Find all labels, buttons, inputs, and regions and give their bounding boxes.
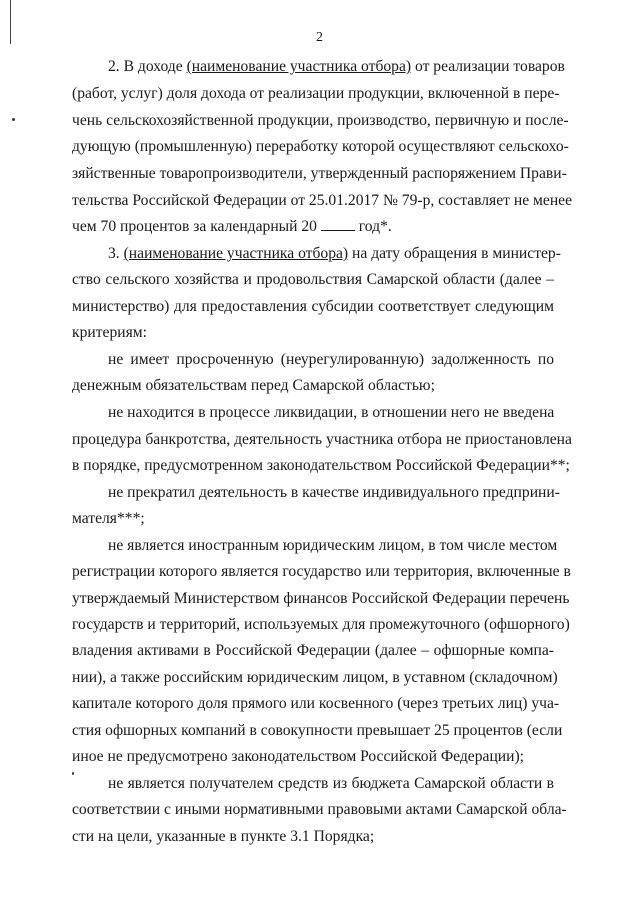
scan-dot <box>72 772 74 775</box>
text-line: министерство) для предоставления субсидии соответствует следующим <box>72 298 554 315</box>
text-line: сти на цели, указанные в пункте 3.1 Порядка; <box>72 828 375 845</box>
text-line: в порядке, предусмотренном законодательством Российской Федерации**; <box>72 457 570 474</box>
scan-dot <box>12 118 15 121</box>
text-line: критериям: <box>72 324 147 341</box>
text-line: 3. (наименование участника отбора) на дату обращения в министер- <box>108 245 561 262</box>
text-line: чень сельскохозяйственной продукции, производство, первичную и после- <box>72 112 569 129</box>
text-line: не прекратил деятельность в качестве индивидуального предприни- <box>108 484 560 501</box>
text-line: денежным обязательствам перед Самарской областью; <box>72 377 435 394</box>
text-line: не является иностранным юридическим лицом, в том числе местом <box>108 537 558 554</box>
text-line: регистрации которого является государство или территория, включенные в <box>72 563 571 580</box>
text-line: владения активами в Российской Федерации (далее – офшорные компа- <box>72 642 554 659</box>
text-line: (работ, услуг) доля дохода от реализации продукции, включенной в пере- <box>72 85 560 102</box>
page-number: 2 <box>316 30 323 45</box>
text-line: соответствии с иными нормативными правовыми актами Самарской обла- <box>72 801 567 818</box>
text-line: стия офшорных компаний в совокупности превышает 25 процентов (если <box>72 722 563 739</box>
text-line: дующую (промышленную) переработку которой осуществляют сельскохо- <box>72 138 569 155</box>
text-line: мателя***; <box>72 510 145 527</box>
text-line: государств и территорий, используемых для промежуточного (офшорного) <box>72 616 570 633</box>
text-line: 2. В доходе (наименование участника отбора) от реализации товаров <box>108 58 565 75</box>
text-line: не является получателем средств из бюджета Самарской области в <box>108 775 554 792</box>
text-line: чем 70 процентов за календарный 20 год*. <box>72 218 392 235</box>
text-line: не находится в процессе ликвидации, в отношении него не введена <box>108 404 555 421</box>
year-blank <box>321 218 355 231</box>
text-line: капитале которого доля прямого или косвенного (через третьих лиц) уча- <box>72 695 560 712</box>
text-line: процедура банкротства, деятельность участника отбора не приостановлена <box>72 431 572 448</box>
text-line: утверждаемый Министерством финансов Российской Федерации перечень <box>72 590 570 607</box>
text-line: тельства Российской Федерации от 25.01.2017 № 79-р, составляет не менее <box>72 192 573 209</box>
text-line: нии), а также российским юридическим лицом, в уставном (складочном) <box>72 669 558 686</box>
text-line: зяйственные товаропроизводители, утвержденный распоряжением Прави- <box>72 165 567 182</box>
text-line: не имеет просроченную (неурегулированную) задолженность по <box>108 351 554 368</box>
text-line: иное не предусмотрено законодательством Российской Федерации); <box>72 748 525 765</box>
text-line: ство сельского хозяйства и продовольствия Самарской области (далее – <box>72 271 554 288</box>
